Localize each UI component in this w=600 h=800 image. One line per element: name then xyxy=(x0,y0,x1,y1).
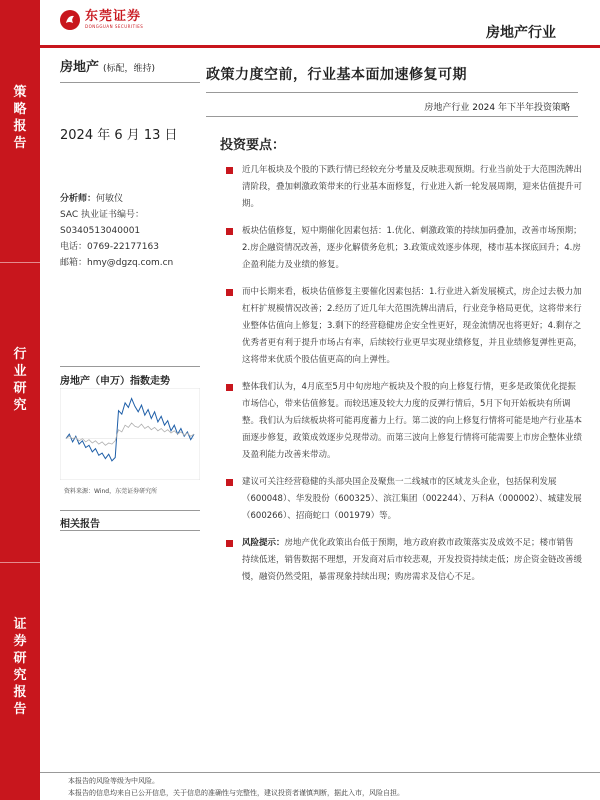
key-point-text: 房地产优化政策出台低于预期，地方政府救市政策落实及成效不足；楼市销售持续低迷，销售数据不理想，开发商对后市较悲观，开发投资持续走低；房企资金链改善缓慢，融资仍然受阻，暴雷现象持续出现；购房需求及信心不足。 xyxy=(242,538,583,582)
sector-heading xyxy=(60,56,200,75)
key-point-lead: 风险提示： xyxy=(242,538,285,548)
key-point-item xyxy=(226,162,582,213)
analyst-name: 何敏仪 xyxy=(96,194,124,204)
report-subtitle: 房地产行业 2024 年下半年投资策略 xyxy=(424,103,570,113)
side-label-strategy-text: 策 略 报 告 xyxy=(13,85,27,151)
bullet-square-icon xyxy=(226,479,233,486)
footer-disclaimer: 本报告的信息均来自已公开信息，关于信息的准确性与完整性，建议投资者谨慎判断，据此入市，风险自担。 xyxy=(68,789,404,797)
footer-risk-level: 本报告的风险等级为中风险。 xyxy=(68,777,159,785)
sector-rating: (标配，维持) xyxy=(103,64,156,74)
page-header xyxy=(40,0,600,48)
key-points-list xyxy=(226,162,582,596)
analyst-email: 邮箱：hmy@dgzq.com.cn xyxy=(60,258,174,268)
bullet-square-icon xyxy=(226,289,233,296)
key-point-text: 整体我们认为，4月底至5月中旬房地产板块及个股的向上修复行情，更多是政策优化提振市场信心，带来估值修复。而较迅速及较大力度的反弹行情后，5月下旬开始板块有所调整。我们认为后续板块将可能再度蓄力上行。第二波的向上修复行情将可能是地产行业基本面逐步修复，政策成效逐步兑现带动。而第三波向上修复行情将可能需要上市房企整体业绩及盈利能力改善来带动。 xyxy=(242,382,583,460)
key-point-item xyxy=(226,284,582,369)
analyst-cert-no: S0340513040001 xyxy=(60,226,141,236)
divider xyxy=(206,92,578,93)
side-label-industry xyxy=(0,346,40,414)
analyst-info xyxy=(60,191,173,271)
key-point-item xyxy=(226,379,582,464)
side-band xyxy=(0,0,40,800)
sector-name: 房地产 xyxy=(60,60,100,75)
page-footer xyxy=(40,772,600,800)
key-point-item xyxy=(226,474,582,525)
key-point-text: 建议可关注经营稳健的头部央国企及聚焦一二线城市的区域龙头企业，包括保利发展（600048）、华发股份（600325）、滨江集团（002244）、万科A（000002）、城建发展（600266）、招商蛇口（001979）等。 xyxy=(242,477,582,521)
analyst-cert-label: SAC 执业证书编号： xyxy=(60,210,145,220)
report-date: 2024 年 6 月 13 日 xyxy=(60,128,178,143)
brand-logo-icon xyxy=(60,10,80,30)
side-label-strategy xyxy=(0,84,40,152)
bullet-square-icon xyxy=(226,228,233,235)
analyst-phone: 电话：0769-22177163 xyxy=(60,242,159,252)
key-point-text: 板块估值修复，短中期催化因素包括：1.优化、刺激政策的持续加码叠加，改善市场预期；2.房企融资情况改善，逐步化解债务危机；3.政策成效逐步体现，楼市基本探底回升；4.房企盈利能力及业绩的修复。 xyxy=(242,226,582,270)
industry-tag: 房地产行业 xyxy=(486,25,556,41)
side-label-report-text: 证 券 研 究 报 告 xyxy=(13,617,27,717)
divider xyxy=(206,116,578,117)
analyst-label: 分析师： xyxy=(60,194,97,204)
key-point-text: 近几年板块及个股的下跌行情已经较充分考量及反映悲观预期。行业当前处于大范围洗牌出清阶段，叠加刺激政策带来的行业基本面修复，行业进入新一轮发展周期，迎来估值提升可期。 xyxy=(242,165,583,209)
chart-source: 资料来源：Wind，东莞证券研究所 xyxy=(64,488,158,495)
index-chart xyxy=(60,388,200,480)
side-separator xyxy=(0,562,40,563)
side-label-industry-text: 行 业 研 究 xyxy=(13,347,27,413)
bullet-square-icon xyxy=(226,384,233,391)
key-point-item xyxy=(226,223,582,274)
key-point-text: 而中长期来看，板块估值修复主要催化因素包括：1.行业进入新发展模式，房企过去极力加杠杆扩规模情况改善；2.经历了近几年大范围洗牌出清后，行业竞争格局更优，这将带来行业整体估值向上修复；3.剩下的经营稳健房企安全性更好，现金流情况也将更好；4.剩存之优秀者更有利于提升市场占有率，后续较行业更早实现业绩修复，并且业绩修复弹性更高，这将带来优质个股估值更高的向上弹性。 xyxy=(242,287,583,365)
side-separator xyxy=(0,262,40,263)
divider xyxy=(60,366,200,367)
divider xyxy=(60,510,200,511)
brand-name: 东莞证券 xyxy=(85,9,142,24)
chart-title: 房地产（申万）指数走势 xyxy=(60,376,170,387)
brand-name-en: DONGGUAN SECURITIES xyxy=(85,24,144,29)
key-point-item xyxy=(226,535,582,586)
divider xyxy=(60,82,200,83)
bullet-square-icon xyxy=(226,540,233,547)
side-label-report xyxy=(0,616,40,718)
key-points-title: 投资要点： xyxy=(220,138,286,153)
index-chart-svg xyxy=(60,388,200,480)
brand-logo xyxy=(60,10,143,30)
bullet-square-icon xyxy=(226,167,233,174)
divider xyxy=(60,530,200,531)
report-title: 政策力度空前，行业基本面加速修复可期 xyxy=(206,67,467,83)
related-reports-title: 相关报告 xyxy=(60,519,100,530)
